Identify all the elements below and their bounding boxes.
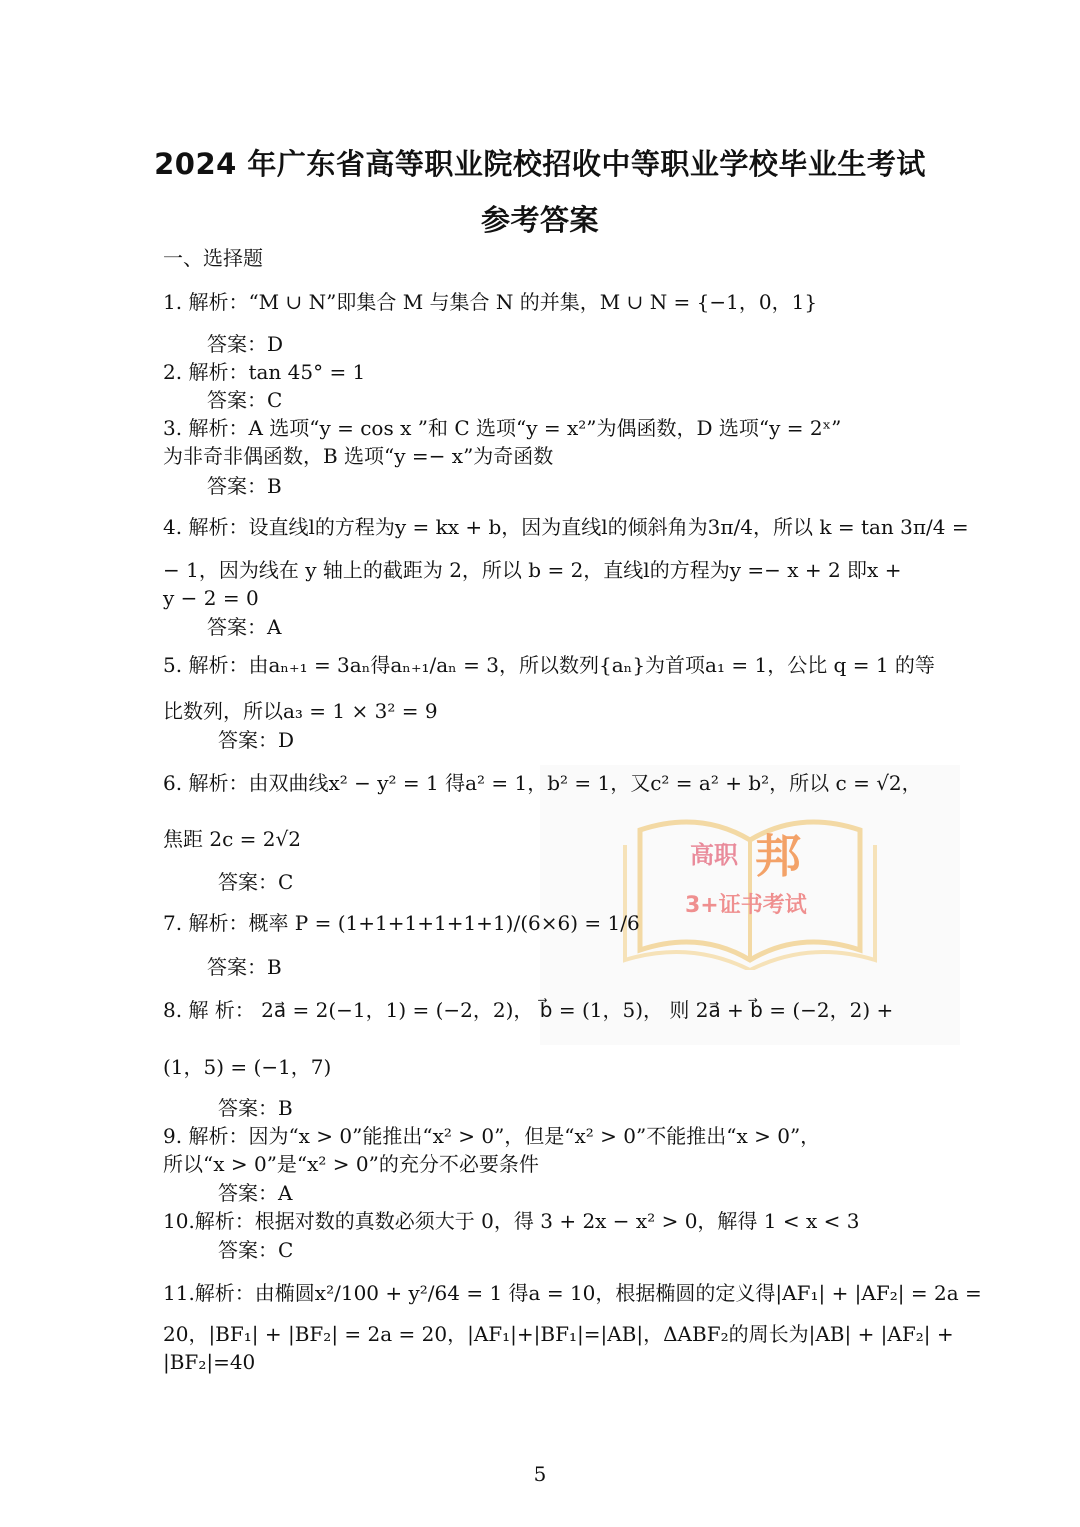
page-number: 5 bbox=[533, 1462, 547, 1486]
q8-analysis-line1: 8. 解 析： 2a⃗ = 2(−1，1) = (−2，2)， b⃗ = (1，5)， 则 2a⃗ + b⃗ = (−2，2) + bbox=[163, 998, 894, 1022]
page-subtitle: 参考答案 bbox=[480, 203, 599, 237]
q4-answer: 答案：A bbox=[207, 615, 282, 639]
q7-answer: 答案：B bbox=[207, 955, 282, 979]
q1-answer: 答案：D bbox=[207, 332, 284, 356]
section-heading: 一、选择题 bbox=[163, 246, 263, 270]
q3-answer: 答案：B bbox=[207, 474, 282, 498]
q6-answer: 答案：C bbox=[218, 870, 294, 894]
q11-analysis-line3: |BF₂|=40 bbox=[163, 1350, 256, 1374]
q4-analysis-line1: 4. 解析：设直线l的方程为y = kx + b，因为直线l的倾斜角为3π/4，所以 k = tan 3π/4 = bbox=[163, 515, 969, 539]
q11-analysis-line1: 11.解析：由椭圆x²/100 + y²/64 = 1 得a = 10，根据椭圆的定义得|AF₁| + |AF₂| = 2a = bbox=[163, 1281, 982, 1305]
q6-analysis-line1: 6. 解析：由双曲线x² − y² = 1 得a² = 1，b² = 1，又c² = a² + b²，所以 c = √2， bbox=[163, 771, 922, 795]
q3-analysis-line1: 3. 解析：A 选项“y = cos x ”和 C 选项“y = x²”为偶函数，D 选项“y = 2ˣ” bbox=[163, 416, 842, 440]
q10-answer: 答案：C bbox=[218, 1238, 294, 1262]
q2-analysis: 2. 解析：tan 45° = 1 bbox=[163, 360, 366, 384]
q4-analysis-line2: − 1，因为线在 y 轴上的截距为 2，所以 b = 2，直线l的方程为y =− x + 2 即x + bbox=[163, 558, 902, 582]
q3-analysis-line2: 为非奇非偶函数，B 选项“y =− x”为奇函数 bbox=[163, 444, 554, 468]
q5-analysis-line1: 5. 解析：由aₙ₊₁ = 3aₙ得aₙ₊₁/aₙ = 3，所以数列{aₙ}为首项a₁ = 1，公比 q = 1 的等 bbox=[163, 653, 935, 677]
watermark-brand-big: 邦 bbox=[755, 829, 801, 883]
watermark-brand-small: 高职 bbox=[690, 841, 738, 869]
q7-analysis: 7. 解析：概率 P = (1+1+1+1+1+1)/(6×6) = 1/6 bbox=[163, 911, 640, 935]
page-title: 2024 年广东省高等职业院校招收中等职业学校毕业生考试 bbox=[154, 147, 926, 181]
q9-answer: 答案：A bbox=[218, 1181, 293, 1205]
q5-analysis-line2: 比数列，所以a₃ = 1 × 3² = 9 bbox=[163, 699, 438, 723]
q8-answer: 答案：B bbox=[218, 1096, 293, 1120]
q10-analysis: 10.解析：根据对数的真数必须大于 0，得 3 + 2x − x² > 0，解得 1 < x < 3 bbox=[163, 1209, 860, 1233]
q6-analysis-line2: 焦距 2c = 2√2 bbox=[163, 827, 301, 851]
watermark-tagline: 3+证书考试 bbox=[685, 893, 807, 918]
q2-answer: 答案：C bbox=[207, 388, 283, 412]
q9-analysis-line2: 所以“x > 0”是“x² > 0”的充分不必要条件 bbox=[163, 1152, 539, 1176]
q11-analysis-line2: 20，|BF₁| + |BF₂| = 2a = 20，|AF₁|+|BF₁|=|AB|，ΔABF₂的周长为|AB| + |AF₂| + bbox=[163, 1322, 954, 1346]
q9-analysis-line1: 9. 解析：因为“x > 0”能推出“x² > 0”，但是“x² > 0”不能推出“x > 0”， bbox=[163, 1124, 821, 1148]
q1-analysis: 1. 解析：“M ∪ N”即集合 M 与集合 N 的并集，M ∪ N = {−1，0，1} bbox=[163, 290, 818, 314]
q5-answer: 答案：D bbox=[218, 728, 295, 752]
q8-analysis-line2: (1，5) = (−1，7) bbox=[163, 1055, 332, 1079]
q4-analysis-line3: y − 2 = 0 bbox=[163, 586, 259, 610]
